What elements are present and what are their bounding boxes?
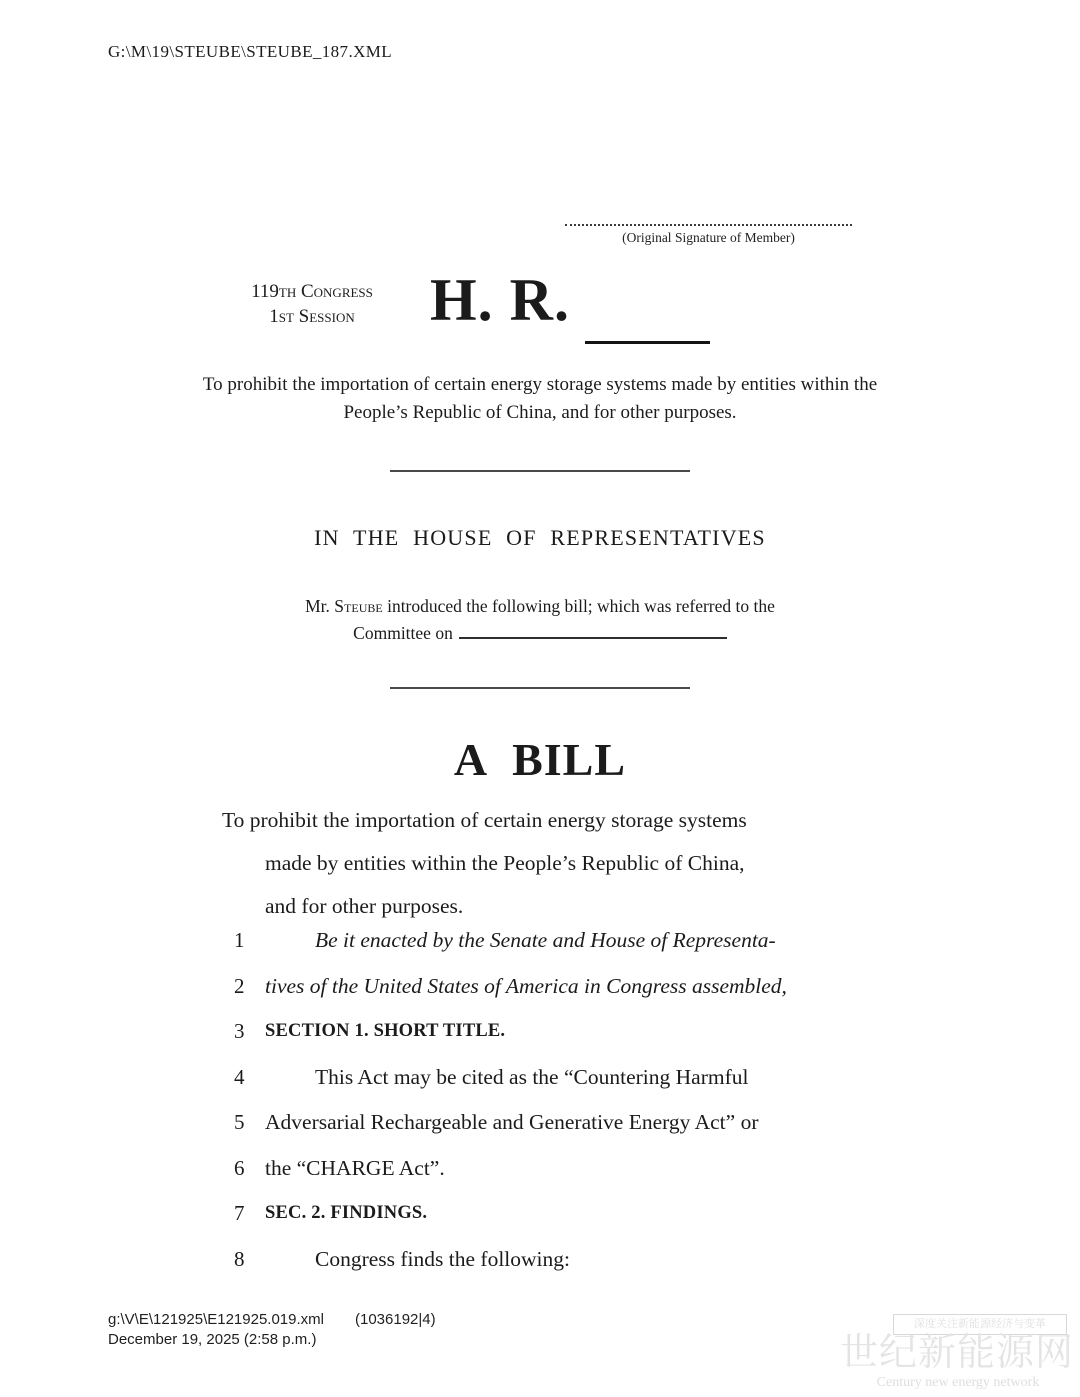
line-number: 3 — [234, 1019, 245, 1043]
line-number: 4 — [234, 1064, 245, 1089]
body-line — [222, 1146, 872, 1192]
body-line — [222, 1237, 872, 1283]
line-number: 6 — [234, 1155, 245, 1180]
footer-line1 — [108, 1310, 436, 1330]
bill-number-blank — [585, 311, 710, 344]
body-line-section-heading — [222, 1009, 872, 1055]
footer-xml-path: g:\V\E\121925\E121925.019.xml — [108, 1311, 324, 1328]
bill-preamble: To prohibit the importation of certain energy storage systems made by entities within the People’s Republic of China, and for other purposes. — [202, 374, 878, 423]
long-title-line: made by entities within the People’s Republic of China, — [265, 851, 745, 875]
line-number: 1 — [234, 928, 245, 952]
line-text: SECTION 1. SHORT TITLE. — [265, 1021, 506, 1041]
line-number: 8 — [234, 1246, 245, 1271]
footer-date: December 19, 2025 (2:58 p.m.) — [108, 1331, 317, 1348]
introduction-line2: Committee on — [230, 620, 850, 647]
chamber-heading: IN THE HOUSE OF REPRESENTATIVES — [314, 525, 766, 550]
line-text: the “CHARGE Act”. — [265, 1155, 445, 1180]
line-text: SEC. 2. FINDINGS. — [265, 1203, 428, 1223]
bill-body — [222, 918, 872, 1282]
line-text: Be it enacted by the Senate and House of Representa- — [315, 928, 776, 952]
signature-dotted-line — [565, 204, 852, 226]
watermark-site-name: 世纪新能源网 — [840, 1332, 1075, 1374]
body-line-section-heading — [222, 1191, 872, 1237]
congress-line: 119TH Congress — [251, 281, 373, 302]
signature-caption: (Original Signature of Member) — [622, 230, 795, 245]
line-text: Adversarial Rechargeable and Generative Energy Act” or — [265, 1110, 759, 1134]
bill-number-label: H. R. — [430, 267, 570, 333]
sponsor-name: Steube — [334, 596, 383, 616]
introduction-line1: Mr. Steube introduced the following bill; which was referred to the — [305, 596, 775, 616]
horizontal-rule — [390, 470, 690, 472]
committee-blank — [459, 623, 727, 639]
introduction-paragraph — [230, 593, 850, 647]
body-line — [222, 1055, 872, 1101]
line-number: 5 — [234, 1110, 245, 1134]
watermark-site-name-english: Century new energy network — [876, 1375, 1040, 1390]
line-number: 7 — [234, 1201, 245, 1225]
footer-doc-number: (1036192|4) — [355, 1311, 436, 1328]
body-line — [222, 918, 872, 964]
line-text: This Act may be cited as the “Countering Harmful — [315, 1064, 749, 1089]
body-line — [222, 1100, 872, 1146]
long-title-line: and for other purposes. — [265, 894, 464, 918]
document-xml-path: G:\M\19\STEUBE\STEUBE_187.XML — [108, 42, 393, 61]
line-number: 2 — [234, 973, 245, 998]
line-text: tives of the United States of America in Congress assembled, — [265, 973, 787, 998]
line-text: Congress finds the following: — [315, 1246, 570, 1271]
long-title-line: To prohibit the importation of certain energy storage systems — [222, 808, 747, 832]
body-line — [222, 964, 872, 1010]
session-line: 1ST Session — [269, 306, 355, 327]
signature-block — [565, 204, 852, 246]
horizontal-rule — [390, 687, 690, 689]
page-footer — [108, 1310, 436, 1350]
watermark-slogan-box: 深度关注新能源经济与变革 — [893, 1314, 1067, 1335]
bill-title: A BILL — [453, 734, 627, 785]
congress-session-block — [211, 280, 413, 330]
bill-long-title — [222, 799, 870, 928]
